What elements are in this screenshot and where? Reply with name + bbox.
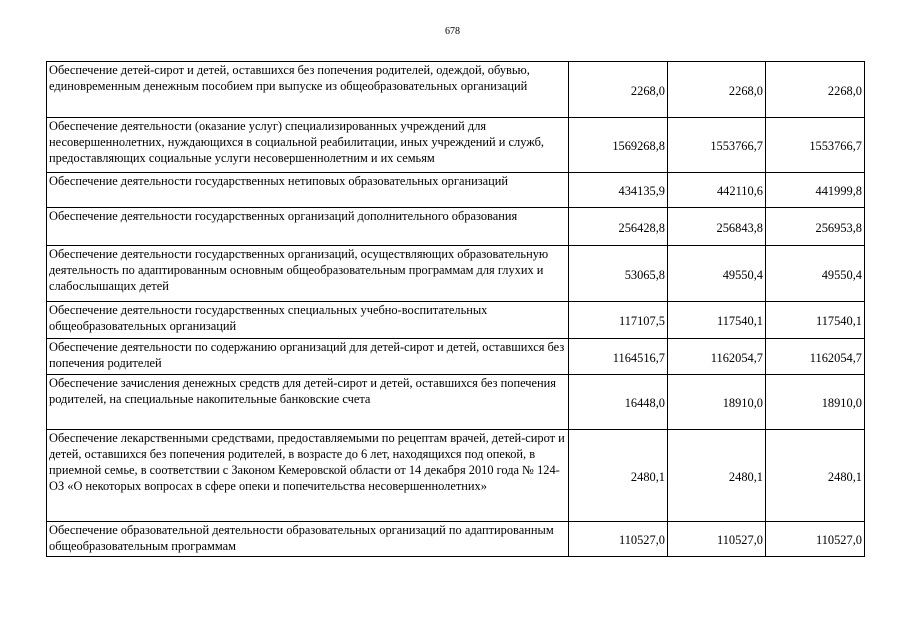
page-number: 678 <box>445 26 460 37</box>
row-description: Обеспечение деятельности государственных нетиповых образовательных организаций <box>47 173 569 208</box>
row-value-3: 1553766,7 <box>766 118 865 173</box>
row-value-3: 18910,0 <box>766 375 865 430</box>
row-value-2: 1162054,7 <box>668 339 766 375</box>
row-value-1: 117107,5 <box>569 302 668 339</box>
row-description: Обеспечение деятельности по содержанию организаций для детей-сирот и детей, оставшихся без попечения родителей <box>47 339 569 375</box>
row-value-2: 117540,1 <box>668 302 766 339</box>
row-value-2: 110527,0 <box>668 522 766 557</box>
table-row <box>47 246 865 302</box>
row-value-3: 2480,1 <box>766 430 865 522</box>
table-row <box>47 339 865 375</box>
table-row <box>47 375 865 430</box>
row-value-2: 256843,8 <box>668 208 766 246</box>
table-row <box>47 173 865 208</box>
row-description: Обеспечение деятельности (оказание услуг) специализированных учреждений для несовершеннолетних, нуждающихся в социальной реабилитации, иных учреждений и служб, предоставляющих социальные услуги несовершеннолетним и их семьям <box>47 118 569 173</box>
row-value-3: 110527,0 <box>766 522 865 557</box>
row-description: Обеспечение детей-сирот и детей, оставшихся без попечения родителей, одеждой, обувью, единовременным денежным пособием при выпуске из общеобразовательных организаций <box>47 62 569 118</box>
row-value-3: 256953,8 <box>766 208 865 246</box>
row-value-1: 2480,1 <box>569 430 668 522</box>
row-description: Обеспечение лекарственными средствами, предоставляемыми по рецептам врачей, детей-сирот и детей, оставшихся без попечения родителей, в возрасте до 6 лет, находящихся под опекой, в приемной семье, в соответствии с Законом Кемеровской области от 14 декабря 2010 года № 124-ОЗ «О некоторых вопросах в сфере опеки и попечительства несовершеннолетних» <box>47 430 569 522</box>
table-row <box>47 118 865 173</box>
row-value-3: 117540,1 <box>766 302 865 339</box>
row-value-1: 53065,8 <box>569 246 668 302</box>
row-value-3: 2268,0 <box>766 62 865 118</box>
row-description: Обеспечение деятельности государственных специальных учебно-воспитательных общеобразовательных организаций <box>47 302 569 339</box>
row-value-1: 434135,9 <box>569 173 668 208</box>
table-row <box>47 522 865 557</box>
row-value-3: 441999,8 <box>766 173 865 208</box>
row-value-2: 1553766,7 <box>668 118 766 173</box>
row-value-2: 18910,0 <box>668 375 766 430</box>
row-description: Обеспечение деятельности государственных организаций дополнительного образования <box>47 208 569 246</box>
row-description: Обеспечение образовательной деятельности образовательных организаций по адаптированным общеобразовательным программам <box>47 522 569 557</box>
row-description: Обеспечение деятельности государственных организаций, осуществляющих образовательную деятельность по адаптированным основным общеобразовательным программам для глухих и слабослышащих детей <box>47 246 569 302</box>
row-value-1: 256428,8 <box>569 208 668 246</box>
row-value-1: 110527,0 <box>569 522 668 557</box>
row-value-2: 49550,4 <box>668 246 766 302</box>
row-value-2: 2268,0 <box>668 62 766 118</box>
table-row <box>47 302 865 339</box>
row-value-1: 1569268,8 <box>569 118 668 173</box>
row-value-3: 1162054,7 <box>766 339 865 375</box>
budget-table <box>46 61 865 557</box>
table-row <box>47 62 865 118</box>
table-row <box>47 208 865 246</box>
row-value-1: 16448,0 <box>569 375 668 430</box>
row-description: Обеспечение зачисления денежных средств для детей-сирот и детей, оставшихся без попечения родителей, на специальные накопительные банковские счета <box>47 375 569 430</box>
row-value-1: 1164516,7 <box>569 339 668 375</box>
row-value-2: 2480,1 <box>668 430 766 522</box>
row-value-1: 2268,0 <box>569 62 668 118</box>
row-value-2: 442110,6 <box>668 173 766 208</box>
row-value-3: 49550,4 <box>766 246 865 302</box>
table-row <box>47 430 865 522</box>
